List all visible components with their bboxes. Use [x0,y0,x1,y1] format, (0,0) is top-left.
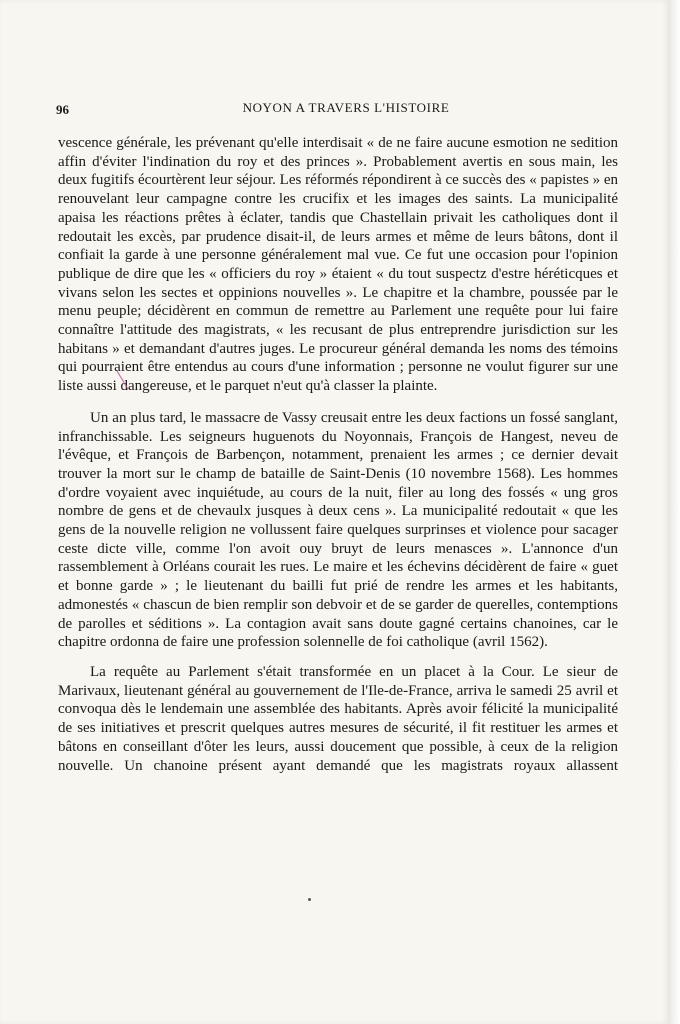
page-header [56,100,616,120]
paragraph-gap [58,652,618,663]
paragraph-2: Un an plus tard, le massacre de Vassy creusait entre les deux factions un fossé sanglant, infranchissable. Les seigneurs huguenots du Noyonnais, François de Hangest, neveu de l'évêque, et François de Barbençon, notamment, prenaient les armes ; ce dernier devait trouver la mort sur le champ de bataille de Saint-Denis (10 novembre 1568). Les hommes d'ordre voyaient avec inquiétude, au cours de la nuit, filer au long des fossés « ung gros nombre de gens et de chevaulx jusques à deux cens ». La municipalité redoutait « que les gens de la nouvelle religion ne vollussent faire quelques surprinses et violence pour sacager ceste dicte ville, comme l'on avoit ouy bruyt de leurs menasces ». L'annonce d'un rassemblement à Orléans courait les rues. Le maire et les échevins décidèrent de faire « guet et bonne garde » ; le lieutenant du bailli fut prié de rendre les armes et les habitants, admonestés « chascun de bien remplir son debvoir et de se garder de querelles, contemptions de parolles et séditions ». La contagion avait sans doute gagné certains chanoines, car le chapitre ordonna de faire une profession solennelle de foi catholique (avril 1562). [58,409,618,651]
body-text [58,134,618,775]
running-title: NOYON A TRAVERS L'HISTOIRE [242,100,450,115]
paragraph-gap [58,396,618,409]
paragraph-1: vescence générale, les prévenant qu'elle interdisait « de ne faire aucune esmotion ne sedition affin d'éviter l'indination du roy et des princes ». Probablement avertis en sous main, les deux fugitifs écourtèrent leur séjour. Les réformés répondirent à ce succès des « papistes » en renouvelant leur campagne contre les crucifix et les images des saints. La municipalité apaisa les réactions prêtes à éclater, tandis que Chastellain privait les catholiques dont il redoutait les excès, par prudence disait-il, de leurs armes et même de leurs bâtons, dont il confiait la garde à une personne généralement mal vue. Ce fut une occasion pour l'opinion publique de dire que les « officiers du roy » étaient « du tout suspectz d'estre héréticques et vivans selon les sectes et oppinions nouvelles ». Le chapitre et la chambre, poussée par le menu peuple; décidèrent en commun de remettre au Parlement une requête pour lui faire connaître l'attitude des magistrats, « les recusant de plus entreprendre jurisdiction sur les habitans » et demandant d'autres juges. Le procureur général demanda les noms des témoins qui pourraient être entendus au cours d'une information ; personne ne voulut figurer sur une liste aussi dangereuse, et le parquet n'eut qu'à classer la plainte. [58,135,618,395]
ink-speck [308,898,311,901]
page-number: 96 [56,102,69,117]
page-edge [668,0,680,1024]
paragraph-3: La requête au Parlement s'était transformée en un placet à la Cour. Le sieur de Marivaux, lieutenant général au gouvernement de l'Ile-de-France, arriva le samedi 25 avril et convoqua dès le lendemain une assemblée des habitants. Après avoir félicité la municipalité de ses initiatives et prescrit quelques autres mesures de sécurité, il fit restituer les armes et bâtons en conseillant d'ôter les leurs, aussi doucement que possible, à ceux de la religion nouvelle. Un chanoine présent ayant demandé que les magistrats royaux allassent [58,663,618,774]
